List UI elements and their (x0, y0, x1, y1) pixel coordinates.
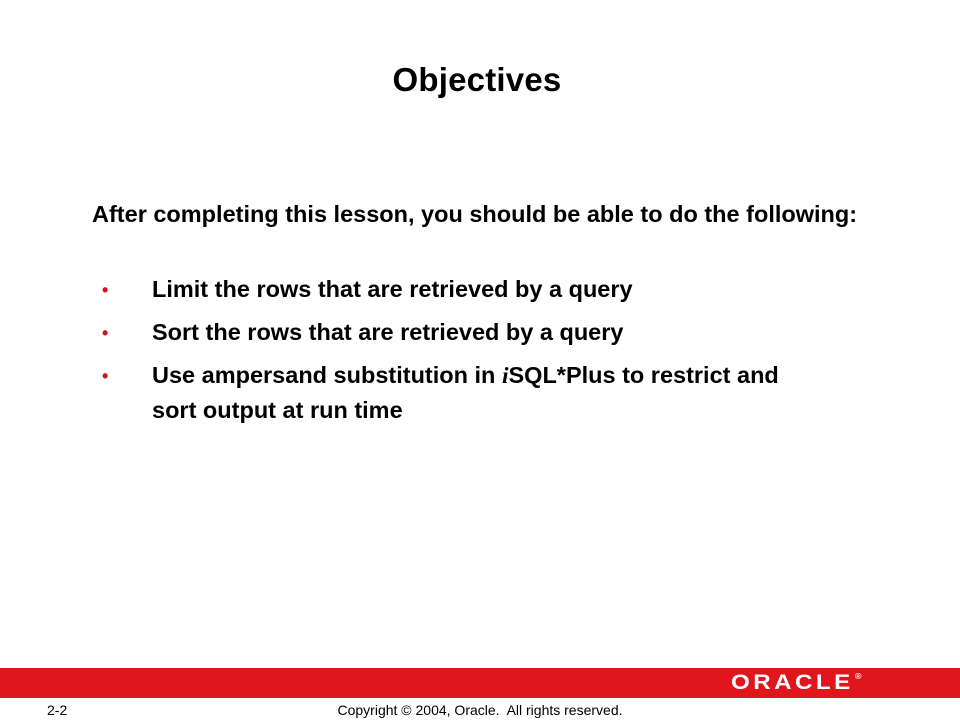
bullet-text-start: Use ampersand substitution in (152, 362, 502, 388)
italic-i: i (501, 363, 509, 389)
oracle-logo (731, 670, 862, 696)
list-item (0, 358, 960, 427)
intro-text: After completing this lesson, you should be able to do the following: (92, 201, 858, 227)
bullet-icon: • (102, 280, 109, 300)
bullet-icon: • (102, 366, 109, 386)
objectives-list (0, 272, 960, 436)
copyright-notice: Copyright © 2004, Oracle. All rights reserved. (337, 702, 623, 718)
bullet-text (152, 358, 812, 427)
bullet-text: Limit the rows that are retrieved by a query (152, 276, 633, 302)
slide-title: Objectives (392, 61, 562, 98)
oracle-logo-text: ORACLE (731, 671, 855, 694)
bullet-text-end: SQL*Plus to restrict and sort output at run time (152, 362, 779, 423)
page-number: 2-2 (47, 702, 68, 718)
bullet-icon: • (102, 323, 109, 343)
list-item (0, 315, 960, 349)
registered-mark: ® (855, 672, 862, 681)
bullet-text: Sort the rows that are retrieved by a query (152, 319, 624, 345)
list-item (0, 272, 960, 306)
footer-bar (0, 668, 960, 698)
